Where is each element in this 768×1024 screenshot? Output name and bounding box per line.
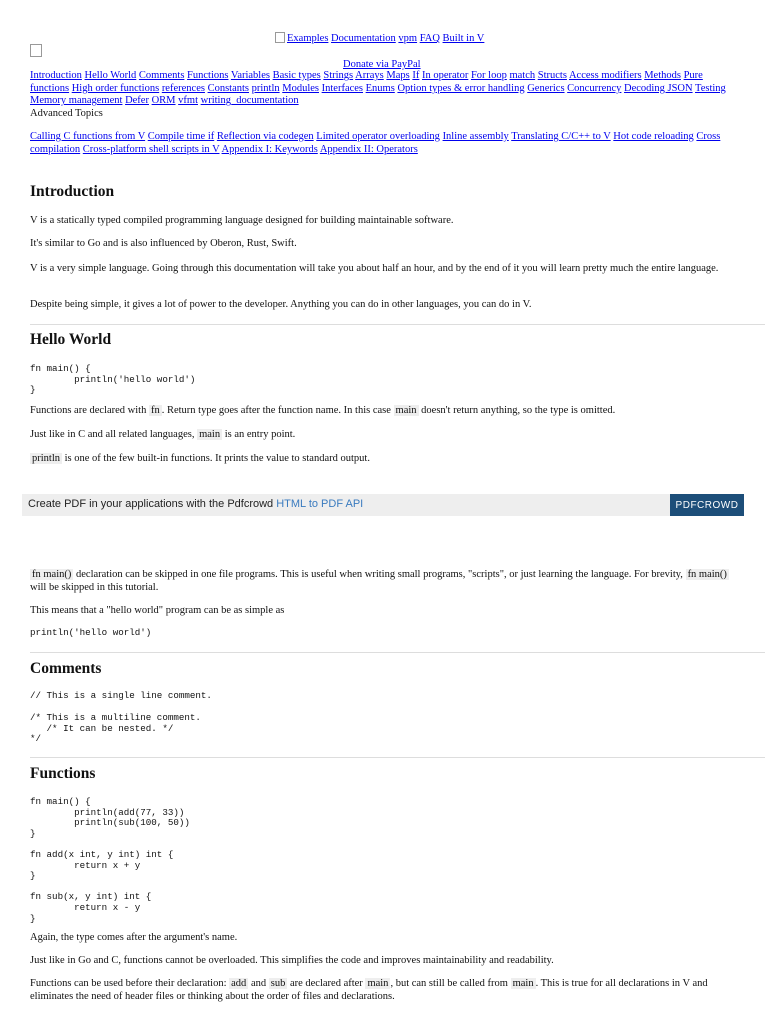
paragraph: Just like in C and all related languages, main is an entry point. xyxy=(30,429,296,440)
toc-item-link[interactable]: In operator xyxy=(421,70,469,81)
section-title-comments: Comments xyxy=(30,660,102,677)
toc-item-link[interactable]: Testing xyxy=(695,82,726,94)
code-block: println('hello world') xyxy=(30,627,152,638)
toc-item-link[interactable]: Generics xyxy=(527,82,565,94)
paragraph: V is a very simple language. Going through this documentation will take you about half an hour, and by the end of it you will learn pretty much the entire language. xyxy=(30,263,719,274)
toc-item-link[interactable]: Functions xyxy=(187,70,229,81)
code-block: /* This is a multiline comment. /* It can be nested. */ */ xyxy=(30,712,201,745)
toc-item-link[interactable]: Arrays xyxy=(355,70,384,81)
advanced-topic-link[interactable]: Cross-platform shell scripts in V xyxy=(82,143,220,155)
toc-item-link[interactable]: Defer xyxy=(125,95,149,107)
advanced-topic-link[interactable]: Hot code reloading xyxy=(613,131,694,142)
advanced-topic-link[interactable]: Calling C functions from V xyxy=(30,131,146,142)
toc-item-link[interactable]: println xyxy=(251,82,280,94)
nav-faq-link[interactable]: FAQ xyxy=(419,33,440,44)
nav-examples-link[interactable]: Examples xyxy=(287,33,329,44)
toc-item-link[interactable]: Comments xyxy=(138,70,185,81)
top-nav xyxy=(275,32,484,44)
paragraph: Functions can be used before their declaration: add and sub are declared after main , but can still be called from main . This is true for all declarations in V and eliminates the need of header files or thinking about the order of files and declarations. xyxy=(30,978,708,1002)
advanced-topic-link[interactable]: Appendix II: Operators xyxy=(319,143,418,155)
nav-built-in-v-link[interactable]: Built in V xyxy=(442,33,485,44)
section-title-introduction: Introduction xyxy=(30,183,115,200)
donate-paypal-link[interactable]: Donate via PayPal xyxy=(343,59,421,70)
advanced-topics-links xyxy=(30,131,738,156)
toc-item-link[interactable]: Access modifiers xyxy=(568,70,642,81)
toc-item-link[interactable]: vfmt xyxy=(178,95,198,107)
paragraph: It's similar to Go and is also influenced by Oberon, Rust, Swift. xyxy=(30,238,297,249)
toc-item-link[interactable]: Enums xyxy=(365,82,395,94)
toc-item-link[interactable]: Memory management xyxy=(30,95,123,107)
toc-item-link[interactable]: Interfaces xyxy=(321,82,364,94)
advanced-topic-link[interactable]: Cross compilation xyxy=(30,131,721,155)
paragraph: Functions are declared with fn . Return type goes after the function name. In this case main doesn't return anything, so the type is omitted. xyxy=(30,405,616,416)
toc-item-link[interactable]: match xyxy=(509,70,536,81)
section-divider xyxy=(30,757,765,758)
toc-item-link[interactable]: Hello World xyxy=(84,70,137,81)
code-block: fn main() { println(add(77, 33)) println(sub(100, 50)) } fn add(x int, y int) int { return x + y } fn sub(x, y int) int { return x - y } xyxy=(30,796,190,924)
toc-item-link[interactable]: Concurrency xyxy=(567,82,622,94)
toc-item-link[interactable]: Basic types xyxy=(272,70,321,81)
toc-item-link[interactable]: Maps xyxy=(386,70,410,81)
logo-broken-image-icon xyxy=(30,44,42,57)
toc-item-link[interactable]: writing_documentation xyxy=(200,95,299,107)
toc-item-link[interactable]: Option types & error handling xyxy=(397,82,525,94)
paragraph: println is one of the few built-in functions. It prints the value to standard output. xyxy=(32,453,370,464)
advanced-topic-link[interactable]: Limited operator overloading xyxy=(316,131,440,142)
advanced-topic-link[interactable]: Inline assembly xyxy=(442,131,509,142)
advanced-topic-link[interactable]: Appendix I: Keywords xyxy=(221,143,318,155)
paragraph: V is a statically typed compiled programming language designed for building maintainable software. xyxy=(30,215,454,226)
paragraph: Again, the type comes after the argument's name. xyxy=(30,932,238,943)
toc-item-link[interactable]: Strings xyxy=(323,70,354,81)
toc-item-link[interactable]: Variables xyxy=(230,70,270,81)
section-divider xyxy=(30,324,765,325)
toc-item-link[interactable]: If xyxy=(412,70,420,81)
toc-item-link[interactable]: High order functions xyxy=(71,82,160,94)
toc-item-link[interactable]: Methods xyxy=(644,70,681,81)
paragraph: Just like in Go and C, functions cannot be overloaded. This simplifies the code and improves maintainability and readability. xyxy=(30,955,554,966)
toc-item-link[interactable]: Introduction xyxy=(30,70,82,81)
broken-image-icon xyxy=(275,32,285,43)
toc-item-link[interactable]: Decoding JSON xyxy=(624,82,693,94)
advanced-topic-link[interactable]: Compile time if xyxy=(147,131,215,142)
toc-item-link[interactable]: Modules xyxy=(282,82,319,94)
nav-documentation-link[interactable]: Documentation xyxy=(331,33,396,44)
toc-item-link[interactable]: Structs xyxy=(537,70,567,81)
toc-item-link[interactable]: references xyxy=(161,82,205,94)
toc-item-link[interactable]: Constants xyxy=(207,82,249,94)
toc-item-link[interactable]: ORM xyxy=(151,95,176,107)
section-title-hello-world: Hello World xyxy=(30,331,112,348)
toc-item-link[interactable]: Pure functions xyxy=(30,70,703,94)
advanced-topic-link[interactable]: Reflection via codegen xyxy=(216,131,314,142)
section-title-functions: Functions xyxy=(30,765,96,782)
pdfcrowd-banner xyxy=(22,494,744,516)
pdfcrowd-button[interactable]: PDFCROWD xyxy=(670,494,744,516)
advanced-topics-label: Advanced Topics xyxy=(30,108,103,119)
paragraph: fn main() declaration can be skipped in one file programs. This is useful when writing small programs, "scripts", or just learning the language. For brevity, fn main() will be skipped in this tutorial. xyxy=(30,569,727,593)
paragraph: Despite being simple, it gives a lot of power to the developer. Anything you can do in other languages, you can do in V. xyxy=(30,299,532,310)
nav-vpm-link[interactable]: vpm xyxy=(398,33,418,44)
code-block: fn main() { println('hello world') } xyxy=(30,363,196,396)
html-to-pdf-api-link[interactable]: HTML to PDF API xyxy=(276,498,364,510)
toc-item-link[interactable]: For loop xyxy=(470,70,507,81)
table-of-contents xyxy=(30,70,738,108)
section-divider xyxy=(30,652,765,653)
code-block: // This is a single line comment. xyxy=(30,690,212,701)
paragraph: This means that a "hello world" program can be as simple as xyxy=(30,605,285,616)
advanced-topic-link[interactable]: Translating C/C++ to V xyxy=(511,131,611,142)
banner-text: Create PDF in your applications with the Pdfcrowd HTML to PDF API xyxy=(28,498,364,510)
